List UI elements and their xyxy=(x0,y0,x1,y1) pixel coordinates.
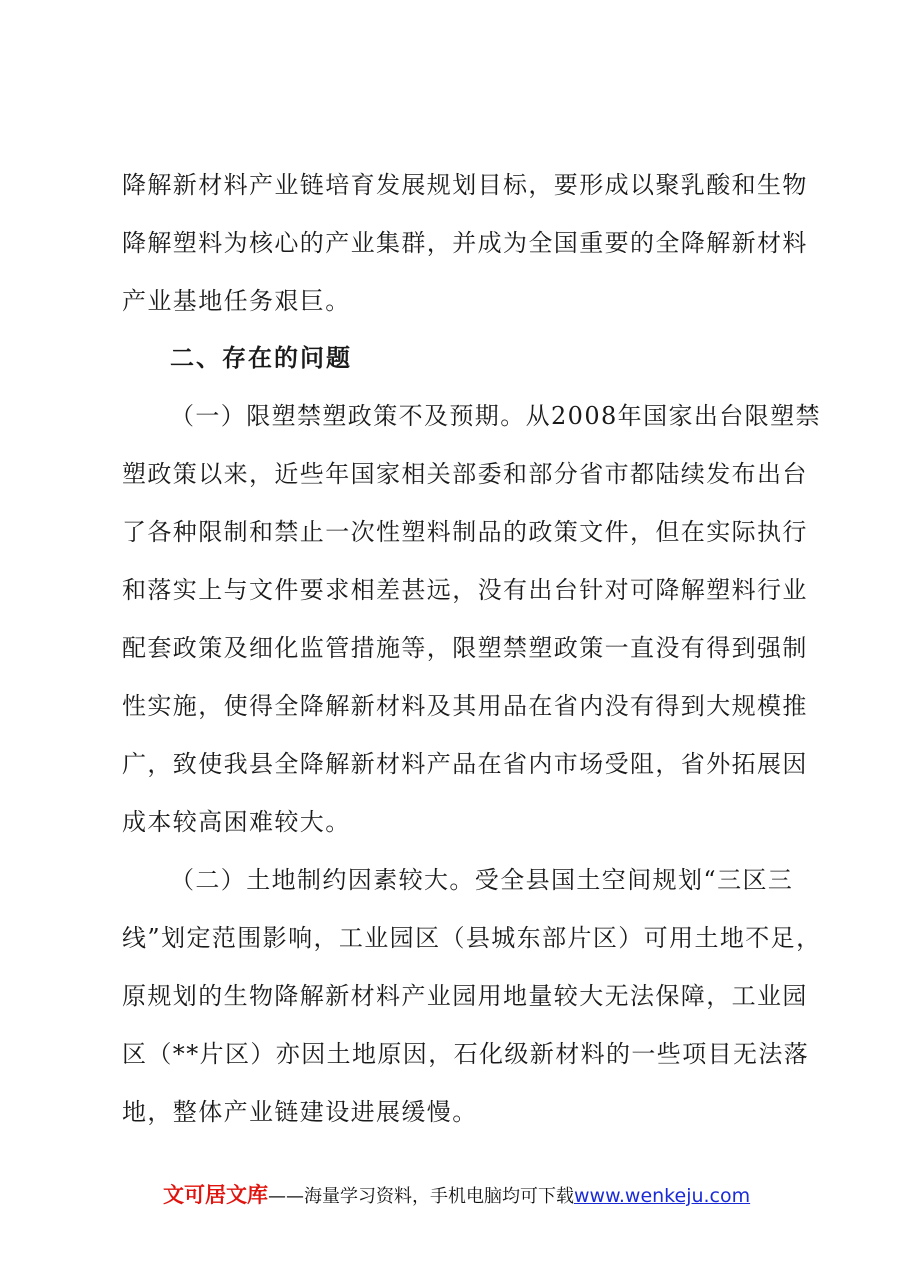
paragraph-line: 线”划定范围影响，工业园区（县城东部片区）可用土地不足， xyxy=(122,924,822,952)
paragraph-line: 原规划的生物降解新材料产业园用地量较大无法保障，工业园 xyxy=(122,982,808,1010)
paragraph-line: 产业基地任务艰巨。 xyxy=(122,287,351,315)
paragraph-line: 和落实上与文件要求相差甚远，没有出台针对可降解塑料行业 xyxy=(122,576,808,604)
paragraph-line: 区（**片区）亦因土地原因，石化级新材料的一些项目无法落 xyxy=(122,1040,810,1068)
paragraph-line: 配套政策及细化监管措施等，限塑禁塑政策一直没有得到强制 xyxy=(122,634,808,662)
paragraph-line: 降解新材料产业链培育发展规划目标，要形成以聚乳酸和生物 xyxy=(122,171,808,199)
footer-banner xyxy=(163,1182,750,1210)
section-heading: 二、存在的问题 xyxy=(170,344,352,372)
footer-slogan: ——海量学习资料，手机电脑均可下载 xyxy=(268,1186,574,1207)
paragraph-line: 广，致使我县全降解新材料产品在省内市场受阻，省外拓展因 xyxy=(122,750,808,778)
paragraph-line: 性实施，使得全降解新材料及其用品在省内没有得到大规模推 xyxy=(122,692,808,720)
paragraph-line: （二）土地制约因素较大。受全县国土空间规划“三区三 xyxy=(170,866,794,894)
paragraph-line: 塑政策以来，近些年国家相关部委和部分省市都陆续发布出台 xyxy=(122,460,808,488)
footer-brand: 文可居文库 xyxy=(163,1183,268,1207)
paragraph-line: （一）限塑禁塑政策不及预期。从2008年国家出台限塑禁 xyxy=(170,402,821,430)
footer-website-link[interactable]: www.wenkeju.com xyxy=(574,1185,751,1207)
paragraph-line: 降解塑料为核心的产业集群，并成为全国重要的全降解新材料 xyxy=(122,229,808,257)
paragraph-line: 地，整体产业链建设进展缓慢。 xyxy=(122,1098,478,1126)
paragraph-line: 了各种限制和禁止一次性塑料制品的政策文件，但在实际执行 xyxy=(122,518,808,546)
paragraph-line: 成本较高困难较大。 xyxy=(122,808,351,836)
